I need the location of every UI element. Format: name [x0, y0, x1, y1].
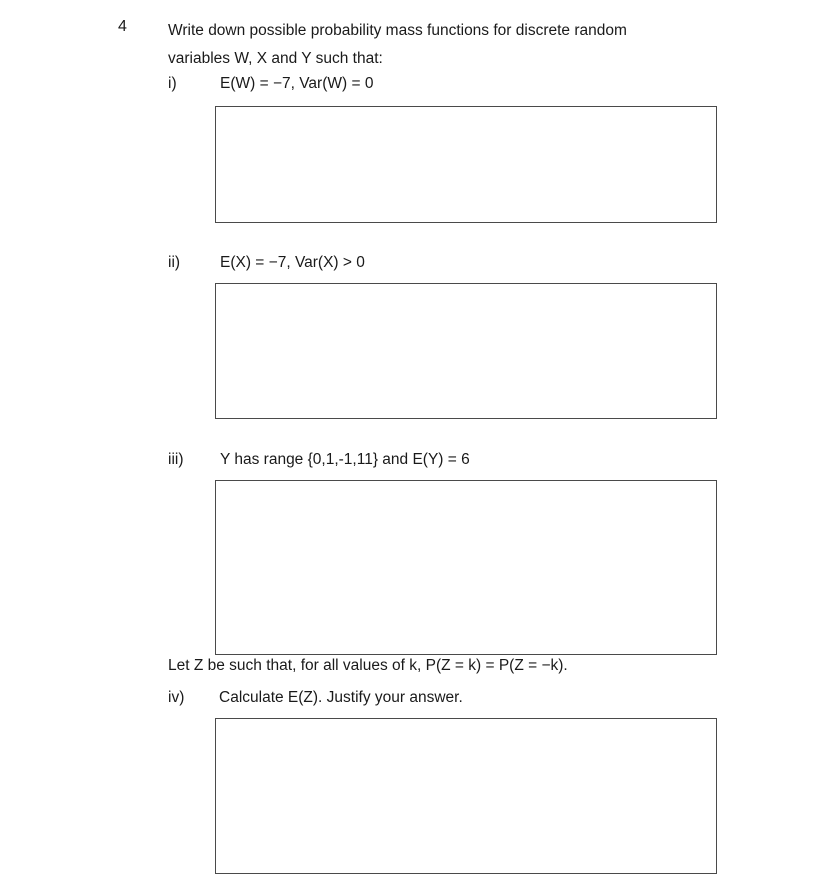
answer-box-part-i[interactable]	[215, 106, 717, 223]
intro-line-2: variables W, X and Y such that:	[168, 50, 383, 67]
part-iv-text: Calculate E(Z). Justify your answer.	[219, 689, 463, 706]
answer-box-part-ii[interactable]	[215, 283, 717, 419]
part-ii-text: E(X) = −7, Var(X) > 0	[220, 254, 365, 271]
answer-box-part-iv[interactable]	[215, 718, 717, 874]
part-iii-text: Y has range {0,1,-1,11} and E(Y) = 6	[220, 451, 470, 468]
part-i-label: i)	[168, 75, 177, 92]
intro-line-1: Write down possible probability mass functions for discrete random	[168, 22, 627, 39]
z-statement: Let Z be such that, for all values of k, P(Z = k) = P(Z = −k).	[168, 657, 568, 674]
part-iii-label: iii)	[168, 451, 184, 468]
answer-box-part-iii[interactable]	[215, 480, 717, 655]
part-iv-label: iv)	[168, 689, 185, 706]
question-number: 4	[118, 18, 127, 35]
part-i-text: E(W) = −7, Var(W) = 0	[220, 75, 374, 92]
question-intro	[168, 17, 710, 73]
part-ii-label: ii)	[168, 254, 181, 271]
